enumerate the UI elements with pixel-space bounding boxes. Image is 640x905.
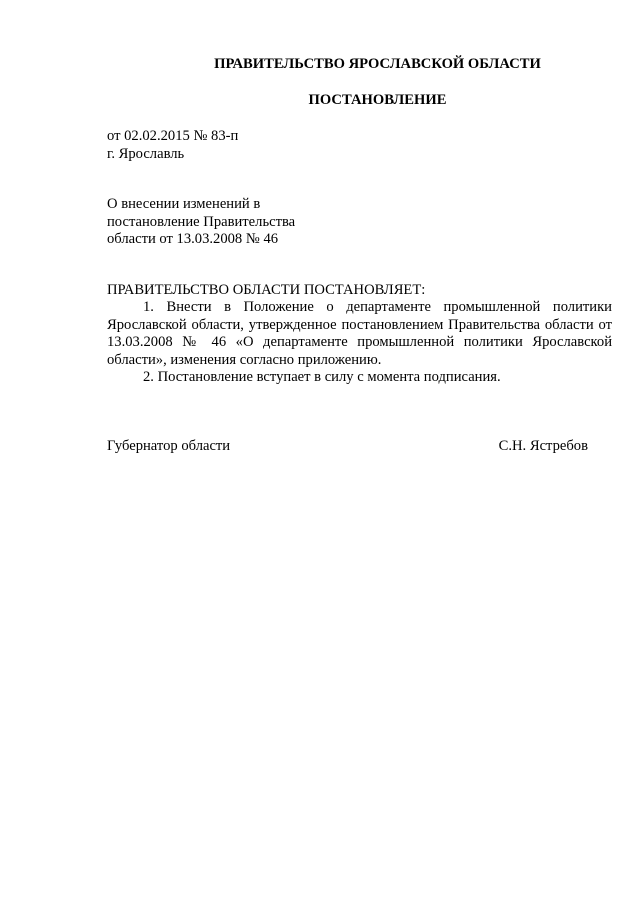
subject-line: О внесении изменений в [107, 196, 261, 212]
organization-title: ПРАВИТЕЛЬСТВО ЯРОСЛАВСКОЙ ОБЛАСТИ [214, 56, 541, 72]
city: г. Ярославль [107, 145, 185, 162]
document-type: ПОСТАНОВЛЕНИЕ [308, 92, 447, 108]
signatory-position: Губернатор области [107, 438, 231, 454]
signatory-name: С.Н. Ястребов [498, 438, 588, 454]
document-body [107, 299, 612, 387]
subject-line: постановление Правительства [107, 213, 296, 230]
subject-line: области от 13.03.2008 № 46 [107, 231, 279, 247]
date-number: от 02.02.2015 № 83-п [107, 128, 239, 144]
document-meta [107, 128, 238, 163]
body-paragraph-1: 1. Внести в Положение о департаменте промышленной политики Ярославской области, утвержденное постановлением Правительства области от 13.03.2008 № 46 «О департаменте промышленной политики Ярославской области», изменения согласно приложению. [107, 299, 612, 368]
body-paragraph-2: 2. Постановление вступает в силу с момента подписания. [143, 369, 501, 385]
resolution-heading: ПРАВИТЕЛЬСТВО ОБЛАСТИ ПОСТАНОВЛЯЕТ: [107, 282, 426, 298]
document-subject [107, 196, 295, 249]
